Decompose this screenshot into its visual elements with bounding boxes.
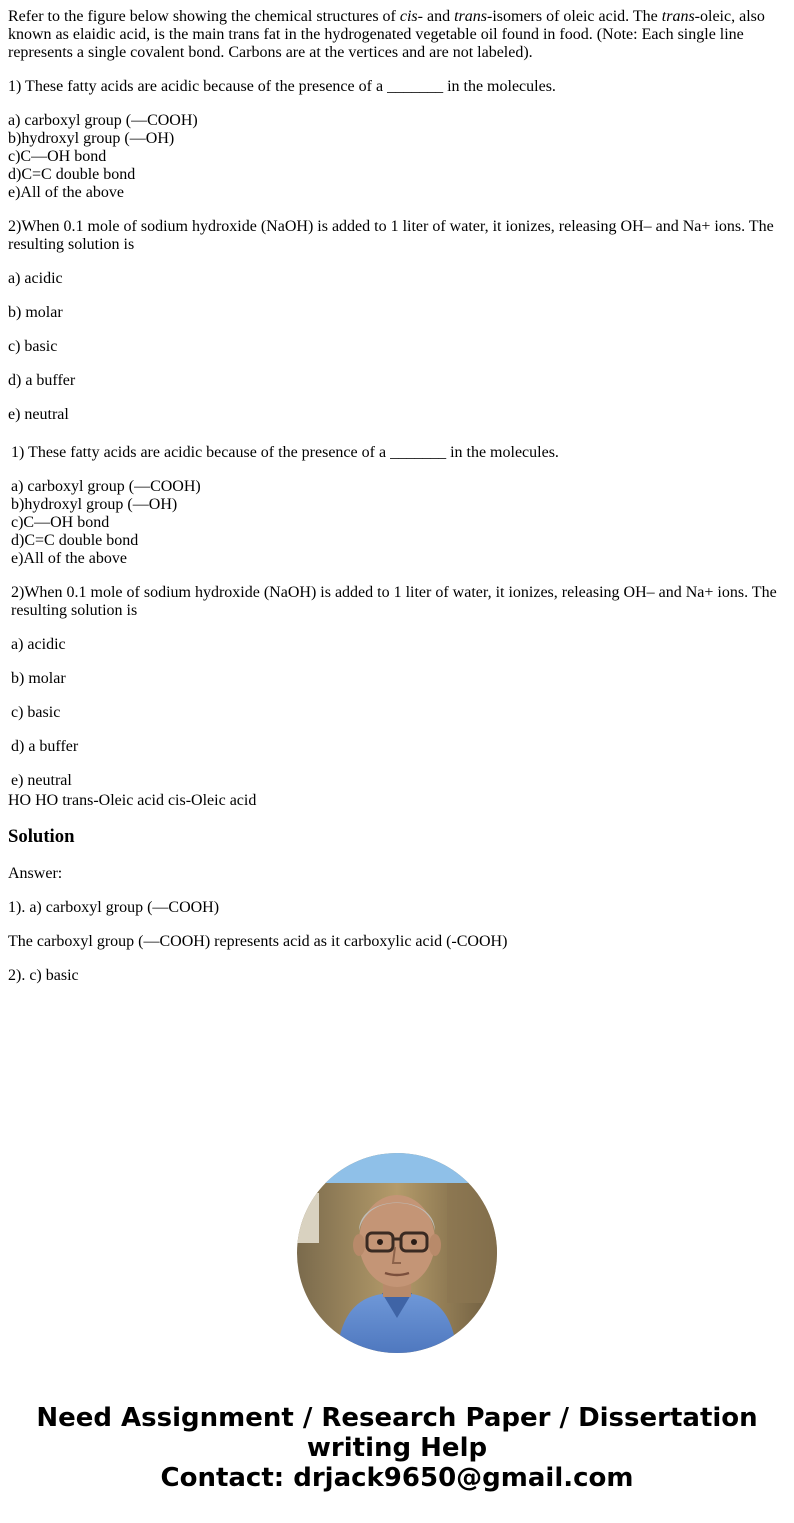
intro-text-1: Refer to the figure below showing the chemical structures of xyxy=(8,8,400,25)
q1-option: a) carboxyl group (—COOH) xyxy=(8,112,198,129)
q2-option: c) basic xyxy=(11,704,61,721)
q2-option: d) a buffer xyxy=(8,372,76,389)
q2-option: a) acidic xyxy=(8,270,63,287)
q1-option: b)hydroxyl group (—OH) xyxy=(11,496,178,513)
answer-explanation: The carboxyl group (—COOH) represents acid as it carboxylic acid (-COOH) xyxy=(8,933,508,950)
promo-banner xyxy=(0,1403,794,1493)
q1-option: b)hydroxyl group (—OH) xyxy=(8,130,175,147)
question-set-repeat xyxy=(11,444,786,790)
q1-option: c)C—OH bond xyxy=(8,148,107,165)
answer-2: 2). c) basic xyxy=(8,967,79,984)
q2-option: a) acidic xyxy=(11,636,66,653)
q1-option: a) carboxyl group (—COOH) xyxy=(11,478,201,495)
q2-option: c) basic xyxy=(8,338,58,355)
document-body xyxy=(8,8,786,1001)
intro-trans-2: trans xyxy=(661,8,695,25)
q1-option: d)C=C double bond xyxy=(8,166,136,183)
promo-contact: Contact: drjack9650@gmail.com xyxy=(160,1463,634,1493)
intro-text-2: - and xyxy=(417,8,455,25)
intro-text-3: -isomers of oleic acid. The xyxy=(487,8,662,25)
answer-1: 1). a) carboxyl group (—COOH) xyxy=(8,899,220,916)
promo-line-1: Need Assignment / Research Paper / Dissertation xyxy=(36,1403,758,1433)
solution-heading: Solution xyxy=(8,826,75,847)
q2-option: b) molar xyxy=(11,670,66,687)
answer-label: Answer: xyxy=(8,865,63,882)
q1-option: e)All of the above xyxy=(11,550,127,567)
question-set xyxy=(8,78,786,424)
intro-cis: cis xyxy=(399,8,418,25)
q1-option: e)All of the above xyxy=(8,184,124,201)
q2-option: e) neutral xyxy=(8,406,69,423)
figure-text: HO HO trans-Oleic acid cis-Oleic acid xyxy=(8,792,257,809)
q2-prompt: 2)When 0.1 mole of sodium hydroxide (NaOH) is added to 1 liter of water, it ionizes, releasing OH– and Na+ ions. The resulting solution is xyxy=(11,584,777,619)
q2-prompt: 2)When 0.1 mole of sodium hydroxide (NaOH) is added to 1 liter of water, it ionizes, releasing OH– and Na+ ions. The resulting solution is xyxy=(8,218,774,253)
q1-prompt: 1) These fatty acids are acidic because of the presence of a _______ in the molecules. xyxy=(11,444,559,461)
q1-options xyxy=(11,478,786,568)
avatar-portrait xyxy=(297,1153,497,1353)
q1-option: c)C—OH bond xyxy=(11,514,110,531)
q2-option: b) molar xyxy=(8,304,63,321)
intro-trans: trans xyxy=(454,8,487,25)
q1-prompt: 1) These fatty acids are acidic because of the presence of a _______ in the molecules. xyxy=(8,78,556,95)
promo-line-2: writing Help xyxy=(306,1433,488,1463)
q2-option: d) a buffer xyxy=(11,738,79,755)
intro-text-4: -oleic, also known as elaidic acid, is the main trans fat in the hydrogenated vegetable oil found in food. (Note: Each single line represents a single covalent bond. Carbons are at the vertices and are not labeled). xyxy=(8,8,765,61)
q1-options xyxy=(8,112,786,202)
author-avatar xyxy=(297,1153,497,1353)
q2-option: e) neutral xyxy=(11,772,72,789)
intro-paragraph xyxy=(8,8,786,62)
q1-option: d)C=C double bond xyxy=(11,532,139,549)
